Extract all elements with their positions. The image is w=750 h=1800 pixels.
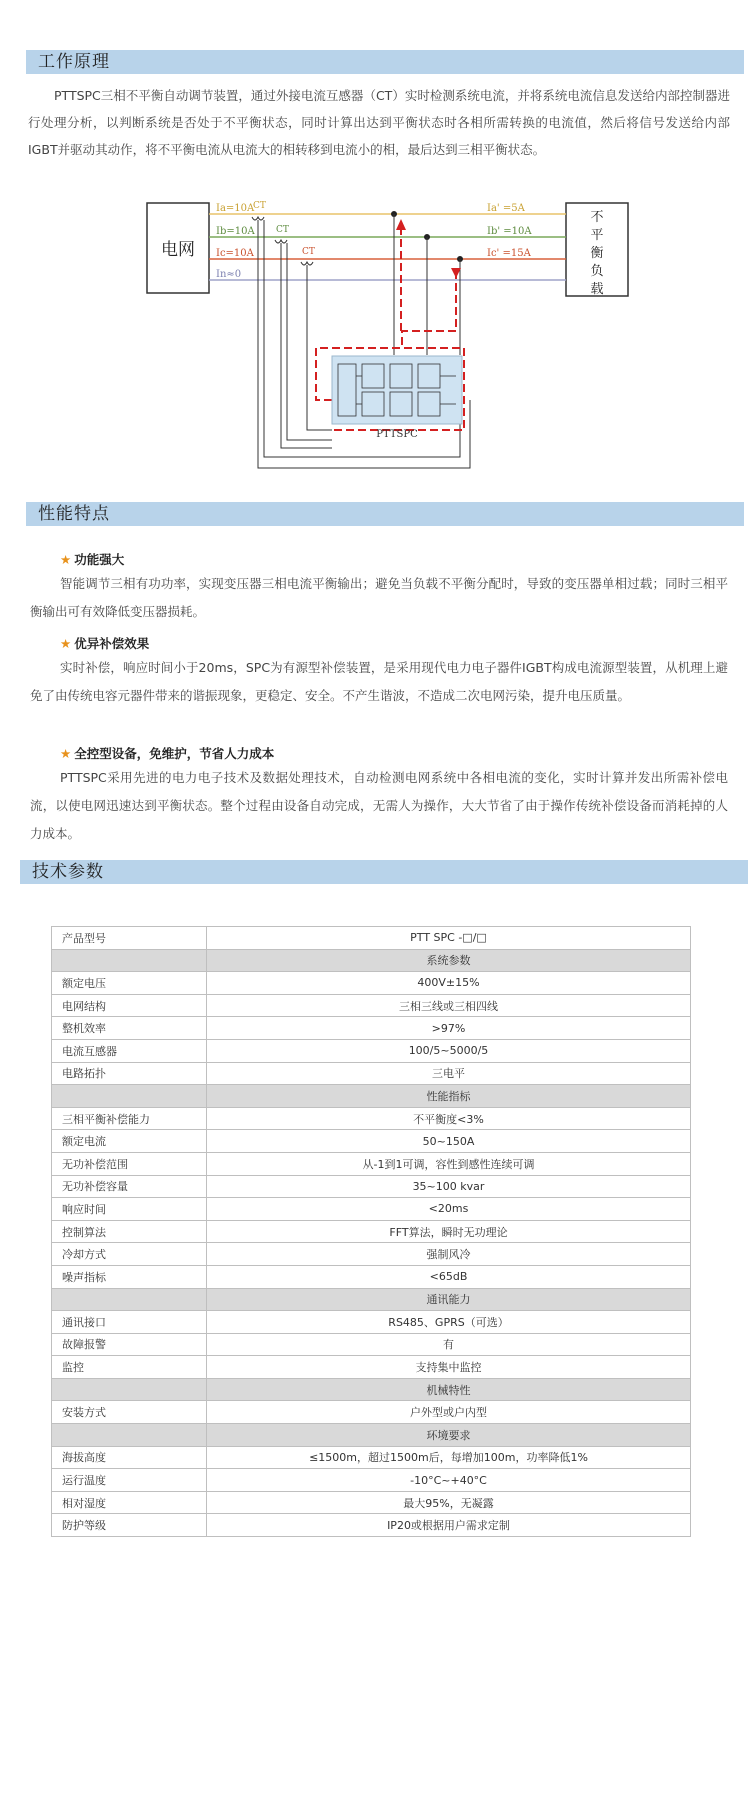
- label-ic: Ic=10A: [216, 248, 254, 259]
- spec-group-row: [52, 1424, 691, 1447]
- label-ib: Ib=10A: [216, 226, 255, 237]
- spec-value: IP20或根据用户需求定制: [207, 1514, 691, 1537]
- spec-label: 故障报警: [52, 1333, 207, 1356]
- spec-label: 电流互感器: [52, 1039, 207, 1062]
- feature-title-3: ★ 全控型设备，免维护，节省人力成本: [60, 746, 275, 761]
- label-in: In≈0: [216, 269, 242, 280]
- spec-row: [52, 1039, 691, 1062]
- spec-group-spacer: [52, 1424, 207, 1447]
- label-ia: Ia=10A: [216, 203, 255, 214]
- ct-coil-a: [252, 217, 264, 220]
- spec-row: [52, 1198, 691, 1221]
- spec-group-title: 环境要求: [207, 1424, 691, 1447]
- ct-coil-b: [275, 240, 287, 243]
- spec-label: 防护等级: [52, 1514, 207, 1537]
- device-label: PTTSPC: [376, 429, 418, 440]
- spec-value: -10°C~+40°C: [207, 1469, 691, 1492]
- spec-row: [52, 1152, 691, 1175]
- spec-label: 响应时间: [52, 1198, 207, 1221]
- grid-label: 电网: [161, 240, 195, 260]
- spec-label: 三相平衡补偿能力: [52, 1107, 207, 1130]
- spec-label: 海拔高度: [52, 1446, 207, 1469]
- spec-group-row: [52, 1288, 691, 1311]
- spec-label: 电网结构: [52, 994, 207, 1017]
- spec-group-title: 系统参数: [207, 949, 691, 972]
- feature-title-2: ★ 优异补偿效果: [60, 636, 150, 651]
- spec-label: 运行温度: [52, 1469, 207, 1492]
- spec-group-title: 机械特性: [207, 1378, 691, 1401]
- spec-value: >97%: [207, 1017, 691, 1040]
- spec-label: 无功补偿范围: [52, 1152, 207, 1175]
- spec-value: 50~150A: [207, 1130, 691, 1153]
- spec-label: 冷却方式: [52, 1243, 207, 1266]
- feature-body-3: PTTSPC采用先进的电力电子技术及数据处理技术，自动检测电网系统中各相电流的变化，实时计算并发出所需补偿电流，以使电网迅速达到平衡状态。整个过程由设备自动完成，无需人为操作，大大节省了由于操作传统补偿设备而消耗掉的人力成本。: [30, 770, 728, 841]
- label-ib-out: Ib' =10A: [487, 226, 532, 237]
- spec-row: [52, 1401, 691, 1424]
- spec-row: [52, 927, 691, 950]
- spec-row: [52, 1130, 691, 1153]
- spec-label: 额定电流: [52, 1130, 207, 1153]
- label-ia-out: Ia' =5A: [487, 203, 525, 214]
- ct-label-b: CT: [276, 225, 289, 235]
- spec-value: 有: [207, 1333, 691, 1356]
- spec-value: 三相三线或三相四线: [207, 994, 691, 1017]
- principle-paragraph: PTTSPC三相不平衡自动调节装置，通过外接电流互感器（CT）实时检测系统电流，并将系统电流信息发送给内部控制器进行处理分析，以判断系统是否处于不平衡状态，同时计算出达到平衡状态时各相所需转换的电流值，然后将信号发送给内部IGBT并驱动其动作，将不平衡电流从电流大的相转移到电流小的相，最后达到三相平衡状态。: [28, 88, 730, 157]
- spec-value: 从-1到1可调，容性到感性连续可调: [207, 1152, 691, 1175]
- spec-row: [52, 1220, 691, 1243]
- spec-value: RS485、GPRS（可选）: [207, 1311, 691, 1334]
- spec-group-spacer: [52, 1085, 207, 1108]
- spec-row: [52, 1062, 691, 1085]
- spec-row: [52, 994, 691, 1017]
- feature-body-2: 实时补偿，响应时间小于20ms，SPC为有源型补偿装置，是采用现代电力电子器件IGBT构成电流源型装置，从机理上避免了由传统电容元器件带来的谐振现象，更稳定、安全。不产生谐波，不造成二次电网污染，提升电压质量。: [30, 660, 728, 703]
- spec-value: 35~100 kvar: [207, 1175, 691, 1198]
- spec-row: [52, 1311, 691, 1334]
- spec-label: 无功补偿容量: [52, 1175, 207, 1198]
- spec-row: [52, 1017, 691, 1040]
- spec-value: <20ms: [207, 1198, 691, 1221]
- feature-body-1: 智能调节三相有功功率，实现变压器三相电流平衡输出；避免当负载不平衡分配时，导致的变压器单相过载；同时三相平衡输出可有效降低变压器损耗。: [30, 576, 728, 619]
- load-char-1: 平: [590, 228, 604, 243]
- spec-value: FFT算法，瞬时无功理论: [207, 1220, 691, 1243]
- ct-label-a: CT: [253, 201, 266, 211]
- section-title-params: 技术参数: [20, 860, 748, 884]
- spec-row: [52, 1175, 691, 1198]
- ct-coil-c: [301, 262, 313, 265]
- spec-row: [52, 1446, 691, 1469]
- spec-value: 400V±15%: [207, 972, 691, 995]
- spec-row: [52, 1107, 691, 1130]
- section-title-features: 性能特点: [26, 502, 744, 526]
- spec-value: ≤1500m，超过1500m后，每增加100m，功率降低1%: [207, 1446, 691, 1469]
- spec-group-title: 通讯能力: [207, 1288, 691, 1311]
- section-title-principle: 工作原理: [26, 50, 744, 74]
- label-ic-out: Ic' =15A: [487, 248, 531, 259]
- spec-label: 整机效率: [52, 1017, 207, 1040]
- load-char-3: 负: [590, 264, 604, 279]
- spec-row: [52, 1356, 691, 1379]
- ct-wire-b2: [287, 243, 332, 440]
- spec-group-row: [52, 1085, 691, 1108]
- spec-row: [52, 1514, 691, 1537]
- spec-group-spacer: [52, 949, 207, 972]
- spec-value: 强制风冷: [207, 1243, 691, 1266]
- spec-label: 噪声指标: [52, 1265, 207, 1288]
- spec-value: PTT SPC -□/□: [207, 927, 691, 950]
- spec-value: <65dB: [207, 1265, 691, 1288]
- spec-value: 支持集中监控: [207, 1356, 691, 1379]
- ct-label-c: CT: [302, 247, 315, 257]
- arrow-head-up: [396, 219, 406, 230]
- star-icon: ★: [60, 746, 72, 761]
- spec-label: 控制算法: [52, 1220, 207, 1243]
- load-char-0: 不: [590, 210, 604, 225]
- spec-label: 电路拓扑: [52, 1062, 207, 1085]
- spec-group-title: 性能指标: [207, 1085, 691, 1108]
- spec-row: [52, 1265, 691, 1288]
- spec-row: [52, 1491, 691, 1514]
- load-char-4: 载: [590, 282, 604, 297]
- feature-title-1: ★ 功能强大: [60, 552, 125, 567]
- spec-label: 相对湿度: [52, 1491, 207, 1514]
- spec-value: 100/5~5000/5: [207, 1039, 691, 1062]
- spec-row: [52, 1243, 691, 1266]
- spec-group-row: [52, 949, 691, 972]
- spec-label: 额定电压: [52, 972, 207, 995]
- spec-value: 三电平: [207, 1062, 691, 1085]
- spec-group-row: [52, 1378, 691, 1401]
- spec-value: 不平衡度<3%: [207, 1107, 691, 1130]
- device-panel: [332, 356, 462, 424]
- principle-diagram: [0, 0, 750, 500]
- spec-label: 通讯接口: [52, 1311, 207, 1334]
- spec-label: 监控: [52, 1356, 207, 1379]
- spec-table: [51, 926, 691, 1537]
- spec-value: 户外型或户内型: [207, 1401, 691, 1424]
- spec-group-spacer: [52, 1378, 207, 1401]
- spec-value: 最大95%，无凝露: [207, 1491, 691, 1514]
- spec-row: [52, 1469, 691, 1492]
- star-icon: ★: [60, 552, 72, 567]
- spec-row: [52, 1333, 691, 1356]
- load-char-2: 衡: [590, 246, 604, 261]
- spec-group-spacer: [52, 1288, 207, 1311]
- star-icon: ★: [60, 636, 72, 651]
- spec-row: [52, 972, 691, 995]
- spec-label: 产品型号: [52, 927, 207, 950]
- spec-label: 安装方式: [52, 1401, 207, 1424]
- ct-wire-c: [307, 265, 332, 430]
